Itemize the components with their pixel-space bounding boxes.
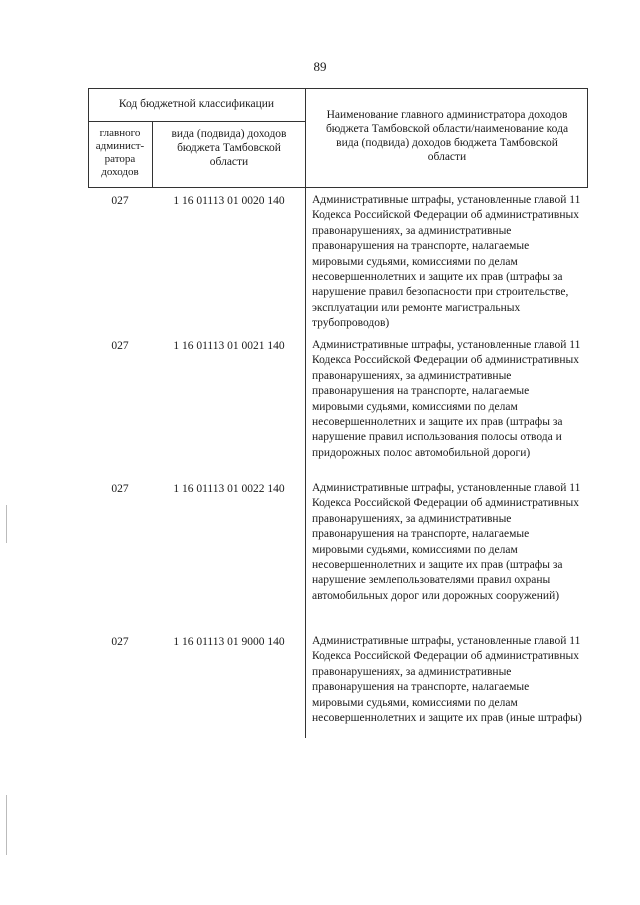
- scan-artifact: [6, 795, 7, 855]
- body-column-divider: [305, 188, 306, 738]
- header-type-col: вида (подвида) доходов бюджета Тамбовской области: [171, 128, 287, 168]
- row-description: Административные штрафы, установленные главой 11 Кодекса Российской Федерации об административных правонарушениях, за административные правонарушения на транспорте, налагаемые мировыми судьями, комиссиями по делам несовершеннолетних и защите их прав (иные штрафы): [312, 635, 582, 725]
- header-admin-col: главного админист-ратора доходов: [95, 127, 145, 178]
- header-subdivider: [88, 121, 305, 122]
- row-admin-code: 027: [111, 340, 129, 352]
- row-admin-code: 027: [111, 636, 129, 648]
- kbk-title: Код бюджетной классификации: [118, 98, 275, 110]
- row-kbk-code: 1 16 01113 01 0022 140: [173, 483, 285, 495]
- row-admin-code: 027: [111, 483, 129, 495]
- header-name-col: Наименование главного администратора доходов бюджета Тамбовской области/наименование кода вида (подвида) доходов бюджета Тамбовской области: [325, 109, 569, 163]
- row-description: Административные штрафы, установленные главой 11 Кодекса Российской Федерации об административных правонарушениях, за административные правонарушения на транспорте, налагаемые мировыми судьями, комиссиями по делам несовершеннолетних и защите их прав (штрафы за нарушение землепользователями правил охраны автомобильных дорог или дорожных сооружений): [312, 482, 581, 602]
- row-kbk-code: 1 16 01113 01 0021 140: [173, 340, 285, 352]
- page-number: 89: [313, 59, 327, 74]
- row-kbk-code: 1 16 01113 01 0020 140: [173, 195, 285, 207]
- scan-artifact: [6, 505, 7, 543]
- header-divider-sub: [152, 121, 153, 188]
- row-admin-code: 027: [111, 195, 129, 207]
- row-kbk-code: 1 16 01113 01 9000 140: [173, 636, 285, 648]
- header-divider-main: [305, 88, 306, 188]
- row-description: Административные штрафы, установленные главой 11 Кодекса Российской Федерации об административных правонарушениях, за административные правонарушения на транспорте, налагаемые мировыми судьями, комиссиями по делам несовершеннолетних и защите их прав (штрафы за нарушение правил использования полосы отвода и придорожных полос автомобильной дороги): [312, 339, 581, 459]
- row-description: Административные штрафы, установленные главой 11 Кодекса Российской Федерации об административных правонарушениях, за административные правонарушения на транспорте, налагаемые мировыми судьями, комиссиями по делам несовершеннолетних и защите их прав (штрафы за нарушение правил безопасности при строительстве, эксплуатации или ремонте магистральных трубопроводов): [312, 194, 581, 330]
